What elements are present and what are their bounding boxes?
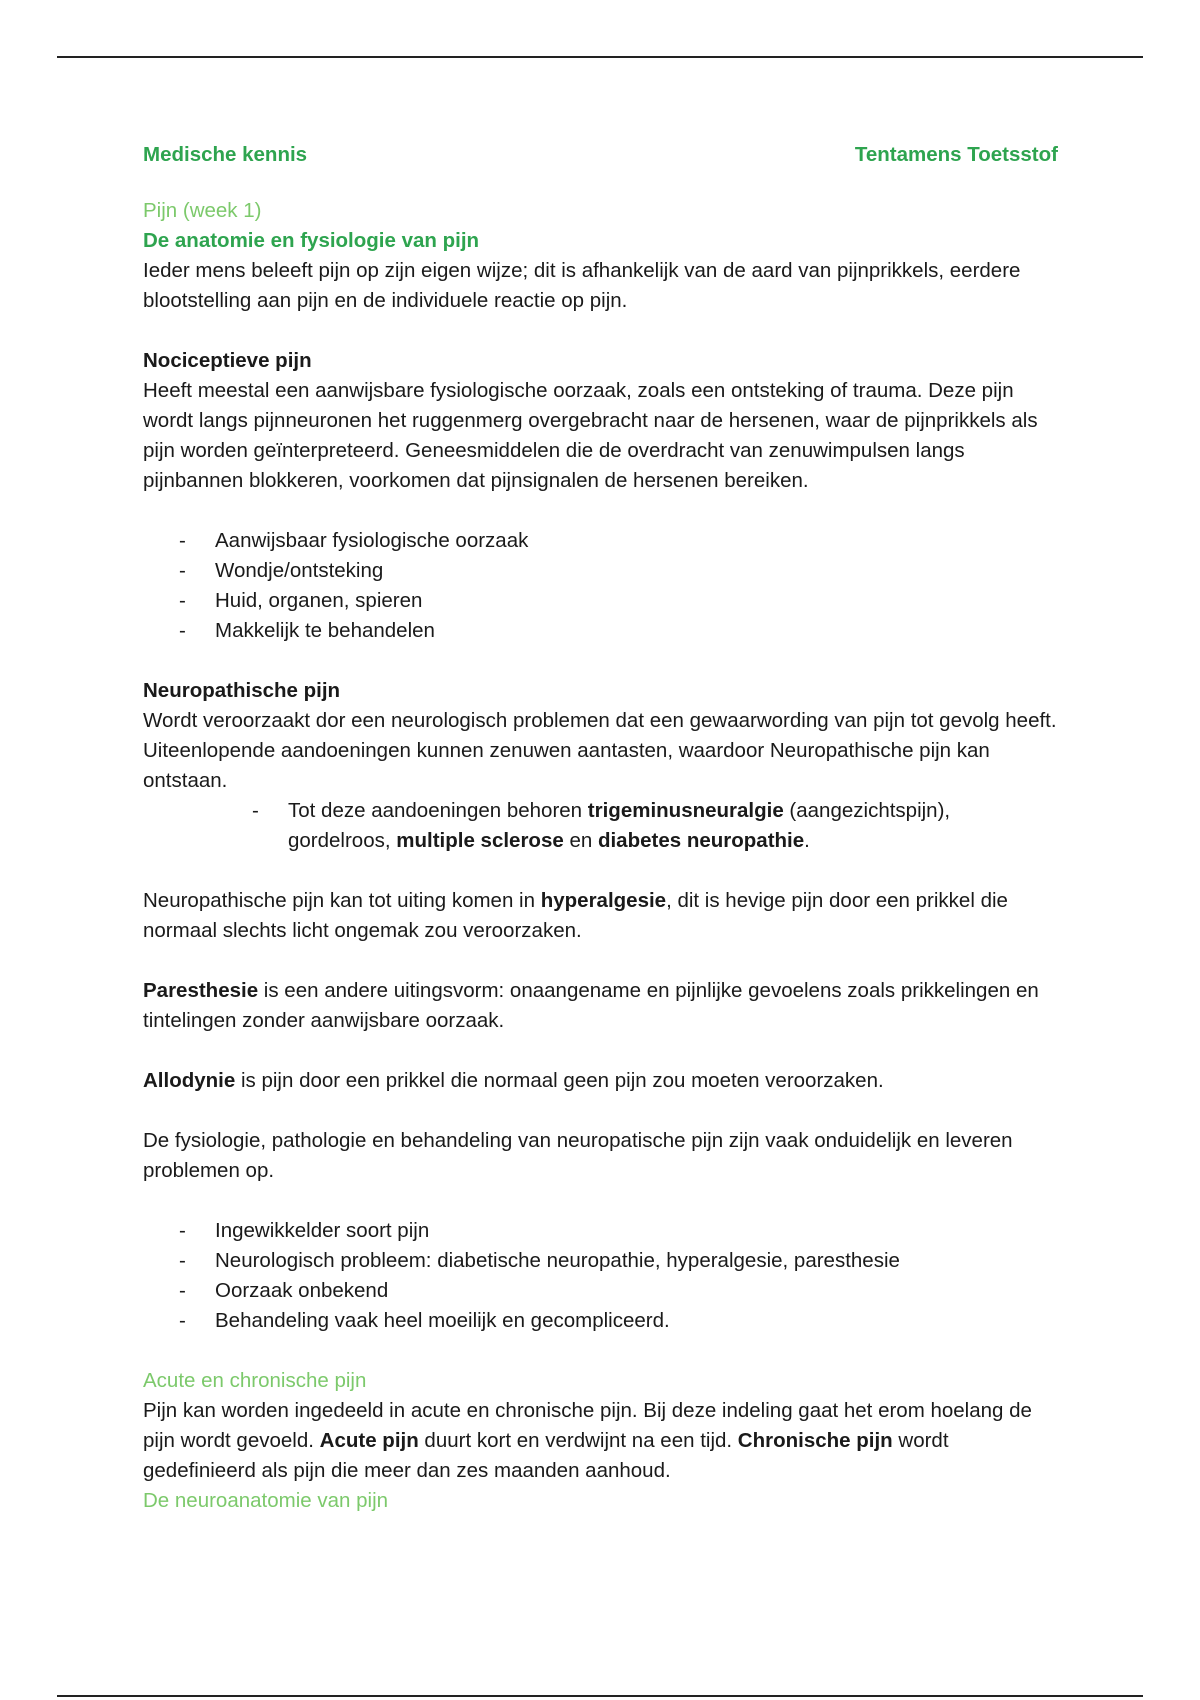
document-body xyxy=(143,140,1058,1516)
bold-term: trigeminusneuralgie xyxy=(587,799,784,822)
bold-term: hyperalgesie xyxy=(540,889,667,912)
header-doc-type: Tentamens Toetsstof xyxy=(854,143,1058,166)
neuropathic-paragraph: Wordt veroorzaakt dor een neurologisch problemen dat een gewaarwording van pijn tot gevolg heeft. Uiteenlopende aandoeningen kunnen zenuwen aantasten, waardoor Neuropathische pijn kan ontstaan. xyxy=(143,709,1057,792)
text-run: is een andere uitingsvorm: onaangename en pijnlijke gevoelens zoals prikkelingen en tintelingen zonder aanwijsbare oorzaak. xyxy=(143,979,1039,1032)
bold-term: Chronische pijn xyxy=(737,1429,893,1452)
list-item: - Neurologisch probleem: diabetische neuropathie, hyperalgesie, paresthesie xyxy=(143,1246,1058,1276)
bottom-rule xyxy=(57,1695,1143,1697)
text-run: is pijn door een prikkel die normaal geen pijn zou moeten veroorzaken. xyxy=(235,1069,884,1092)
paresthesia-paragraph xyxy=(143,976,1058,1036)
section-week-heading: Pijn (week 1) xyxy=(143,199,262,222)
acute-chronic-paragraph xyxy=(143,1396,1058,1486)
neuropathic-conditions-list xyxy=(143,796,1058,856)
acute-chronic-heading: Acute en chronische pijn xyxy=(143,1369,367,1392)
list-item: - Wondje/ontsteking xyxy=(143,556,1058,586)
bold-term: multiple sclerose xyxy=(396,829,564,852)
text-run: Neuropathische pijn kan tot uiting komen in xyxy=(143,889,541,912)
list-item xyxy=(143,796,1058,856)
text-run: , dit is hevige pijn door een prikkel die normaal slechts licht ongemak zou veroorzaken. xyxy=(143,889,1008,942)
list-item: - Behandeling vaak heel moeilijk en gecompliceerd. xyxy=(143,1306,1058,1336)
neuroanatomy-heading: De neuroanatomie van pijn xyxy=(143,1489,389,1512)
nociceptive-list xyxy=(143,526,1058,646)
text-run: . xyxy=(804,829,810,852)
neuropathic-heading: Neuropathische pijn xyxy=(143,679,341,702)
page-header xyxy=(143,140,1058,170)
list-item: - Huid, organen, spieren xyxy=(143,586,1058,616)
list-item: - Oorzaak onbekend xyxy=(143,1276,1058,1306)
allodynia-paragraph xyxy=(143,1066,1058,1096)
text-run: Tot deze aandoeningen behoren xyxy=(288,799,588,822)
header-course-title: Medische kennis xyxy=(143,143,308,166)
nociceptive-heading: Nociceptieve pijn xyxy=(143,349,312,372)
bold-term: Allodynie xyxy=(143,1069,236,1092)
bold-term: Paresthesie xyxy=(143,979,259,1002)
list-item: - Aanwijsbaar fysiologische oorzaak xyxy=(143,526,1058,556)
intro-paragraph: Ieder mens beleeft pijn op zijn eigen wijze; dit is afhankelijk van de aard van pijnprikkels, eerdere blootstelling aan pijn en de individuele reactie op pijn. xyxy=(143,259,1021,312)
hyperalgesia-paragraph xyxy=(143,886,1058,946)
bold-term: diabetes neuropathie xyxy=(597,829,805,852)
list-item: - Ingewikkelder soort pijn xyxy=(143,1216,1058,1246)
physiology-paragraph: De fysiologie, pathologie en behandeling van neuropatische pijn zijn vaak onduidelijk en leveren problemen op. xyxy=(143,1129,1013,1182)
neuropathic-list xyxy=(143,1216,1058,1336)
text-run: (aangezichtspijn), gordelroos, xyxy=(288,799,951,852)
list-item: - Makkelijk te behandelen xyxy=(143,616,1058,646)
text-run: Pijn kan worden ingedeeld in acute en chronische pijn. Bij deze indeling gaat het erom hoelang de pijn wordt gevoeld. xyxy=(143,1399,1032,1452)
bold-term: Acute pijn xyxy=(319,1429,419,1452)
text-run: wordt gedefinieerd als pijn die meer dan zes maanden aanhoud. xyxy=(143,1429,949,1482)
section-anatomy-heading: De anatomie en fysiologie van pijn xyxy=(143,229,480,252)
top-rule xyxy=(57,56,1143,58)
text-run: duurt kort en verdwijnt na een tijd. xyxy=(418,1429,738,1452)
text-run: en xyxy=(563,829,598,852)
nociceptive-paragraph: Heeft meestal een aanwijsbare fysiologische oorzaak, zoals een ontsteking of trauma. Deze pijn wordt langs pijnneuronen het ruggenmerg overgebracht naar de hersenen, waar de pijnprikkels als pijn worden geïnterpreteerd. Geneesmiddelen die de overdracht van zenuwimpulsen langs pijnbannen blokkeren, voorkomen dat pijnsignalen de hersenen bereiken. xyxy=(143,379,1038,492)
